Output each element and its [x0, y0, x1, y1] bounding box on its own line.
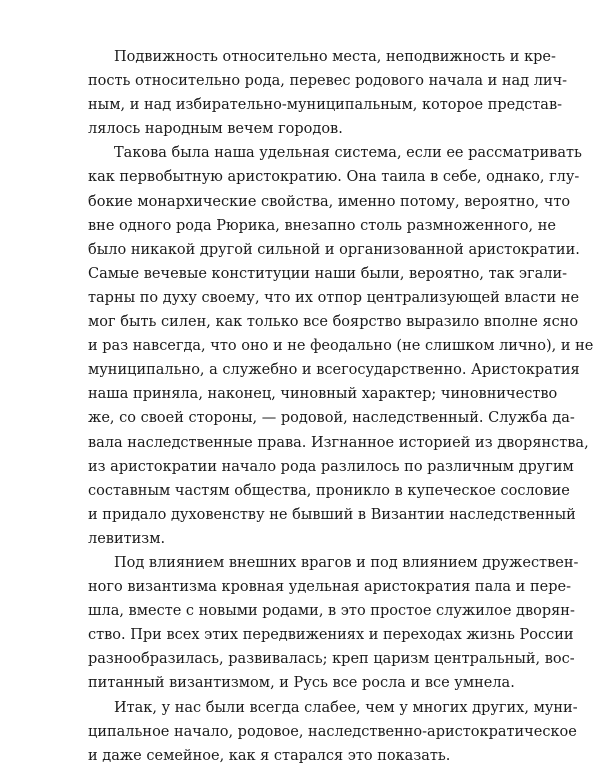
text-line: и раз навсегда, что оно и не феодально (не слишком лично), и не	[88, 338, 594, 355]
text-line: Подвижность относительно места, неподвижность и кре-	[114, 49, 556, 65]
text-line: мог быть силен, как только все боярство выразило вполне ясно	[88, 314, 579, 331]
text-line: ного византизма кровная удельная аристократия пала и пере-	[88, 579, 571, 596]
text-line: же, со своей стороны, — родовой, наследственный. Служба да-	[88, 410, 575, 427]
text-line: Такова была наша удельная система, если ее рассматривать	[114, 145, 582, 162]
text-line: ципальное начало, родовое, наследственно-аристократическое	[88, 723, 577, 740]
paragraph	[88, 141, 594, 551]
paragraph	[88, 45, 568, 141]
text-line: и даже семейное, как я старался это показать.	[88, 747, 451, 764]
text-line: лялось народным вечем городов.	[88, 121, 343, 138]
text-line: составным частям общества, проникло в купеческое сословие	[88, 482, 570, 499]
text-line: ство. При всех этих передвижениях и переходах жизнь России	[88, 627, 574, 644]
text-line: из аристократии начало рода разлилось по различным другим	[88, 458, 574, 475]
text-line: бокие монархические свойства, именно потому, вероятно, что	[88, 193, 571, 210]
page-text	[88, 45, 594, 768]
text-line: Под влиянием внешних врагов и под влиянием дружествен-	[114, 554, 579, 571]
paragraph	[88, 551, 579, 696]
text-line: ным, и над избирательно-муниципальным, которое представ-	[88, 97, 563, 114]
text-line: разнообразилась, развивалась; креп царизм центральный, вос-	[88, 651, 575, 668]
text-line: было никакой другой сильной и организованной аристократии.	[88, 241, 580, 258]
text-line: питанный византизмом, и Русь все росла и все умнела.	[88, 675, 515, 692]
paragraph	[88, 696, 578, 768]
text-line: Самые вечевые конституции наши были, вероятно, так эгали-	[88, 265, 568, 282]
text-line: наша приняла, наконец, чиновный характер; чиновничество	[88, 386, 558, 403]
text-line: муниципально, а служебно и всегосударственно. Аристократия	[88, 362, 580, 379]
text-line: левитизм.	[88, 530, 166, 547]
text-line: как первобытную аристократию. Она таила в себе, однако, глу-	[88, 169, 580, 186]
text-line: шла, вместе с новыми родами, в это простое служилое дворян-	[88, 603, 575, 620]
text-line: вала наследственные права. Изгнанное историей из дворянства,	[88, 434, 589, 451]
text-line: вне одного рода Рюрика, внезапно столь размноженного, не	[88, 217, 556, 234]
text-line: тарны по духу своему, что их отпор централизующей власти не	[88, 289, 580, 306]
text-line: Итак, у нас были всегда слабее, чем у многих других, муни-	[114, 699, 578, 716]
text-line: пость относительно рода, перевес родового начала и над лич-	[88, 73, 568, 90]
text-line: и придало духовенству не бывший в Византии наследственный	[88, 506, 576, 523]
